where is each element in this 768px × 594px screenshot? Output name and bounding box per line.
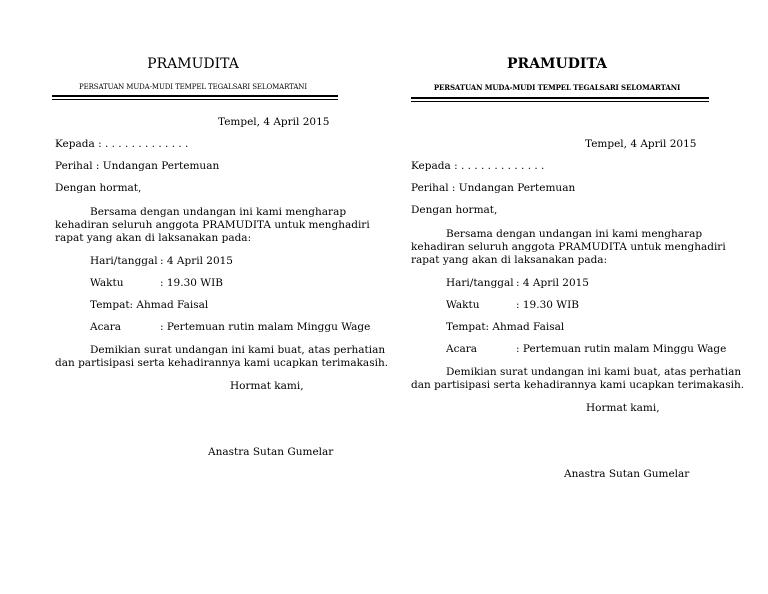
- recipient-line: Kepada : . . . . . . . . . . . . .: [411, 160, 545, 172]
- date-label: Hari/tanggal: [90, 255, 158, 267]
- agenda-label: Acara: [446, 343, 478, 355]
- signer-name: Anastra Sutan Gumelar: [564, 468, 690, 480]
- time-label: Waktu: [446, 299, 480, 311]
- date-value: : 4 April 2015: [160, 255, 233, 267]
- place-date: Tempel, 4 April 2015: [218, 116, 330, 128]
- header-rule: [52, 95, 338, 97]
- letter-left: [40, 0, 389, 594]
- time-value: : 19.30 WIB: [160, 277, 223, 289]
- time-label: Waktu: [90, 277, 124, 289]
- body-line: Bersama dengan undangan ini kami mengharap: [446, 228, 703, 240]
- letter-title: PRAMUDITA: [507, 56, 607, 72]
- date-value: : 4 April 2015: [516, 277, 589, 289]
- subject-line: Perihal : Undangan Pertemuan: [411, 182, 576, 194]
- agenda-value: : Pertemuan rutin malam Minggu Wage: [516, 343, 727, 355]
- closing-line: dan partisipasi serta kehadirannya kami ucapkan terimakasih.: [55, 357, 389, 369]
- header-rule: [411, 97, 709, 99]
- agenda-value: : Pertemuan rutin malam Minggu Wage: [160, 321, 371, 333]
- closing-line: Demikian surat undangan ini kami buat, atas perhatian: [446, 366, 742, 378]
- body-line: Bersama dengan undangan ini kami mengharap: [90, 206, 347, 218]
- place-line: Tempat: Ahmad Faisal: [446, 321, 565, 333]
- body-line: kehadiran seluruh anggota PRAMUDITA untuk menghadiri: [55, 219, 370, 231]
- signer-name: Anastra Sutan Gumelar: [208, 446, 334, 458]
- date-label: Hari/tanggal: [446, 277, 514, 289]
- regards: Hormat kami,: [586, 402, 660, 414]
- letter-right: [396, 0, 745, 594]
- organization-name: PERSATUAN MUDA-MUDI TEMPEL TEGALSARI SELOMARTANI: [433, 83, 681, 92]
- header-rule-thin: [411, 101, 709, 102]
- salutation: Dengan hormat,: [411, 204, 498, 216]
- body-line: kehadiran seluruh anggota PRAMUDITA untuk menghadiri: [411, 241, 726, 253]
- recipient-line: Kepada : . . . . . . . . . . . . .: [55, 138, 189, 150]
- agenda-label: Acara: [90, 321, 122, 333]
- regards: Hormat kami,: [230, 380, 304, 392]
- body-line: rapat yang akan di laksanakan pada:: [411, 254, 608, 266]
- body-line: rapat yang akan di laksanakan pada:: [55, 232, 252, 244]
- salutation: Dengan hormat,: [55, 182, 142, 194]
- header-rule-thin: [52, 99, 338, 100]
- time-value: : 19.30 WIB: [516, 299, 579, 311]
- organization-name: PERSATUAN MUDA-MUDI TEMPEL TEGALSARI SELOMARTANI: [78, 83, 307, 91]
- place-line: Tempat: Ahmad Faisal: [90, 299, 209, 311]
- subject-line: Perihal : Undangan Pertemuan: [55, 160, 220, 172]
- closing-line: Demikian surat undangan ini kami buat, atas perhatian: [90, 344, 386, 356]
- closing-line: dan partisipasi serta kehadirannya kami ucapkan terimakasih.: [411, 379, 745, 391]
- letter-title: PRAMUDITA: [147, 56, 239, 72]
- place-date: Tempel, 4 April 2015: [585, 138, 697, 150]
